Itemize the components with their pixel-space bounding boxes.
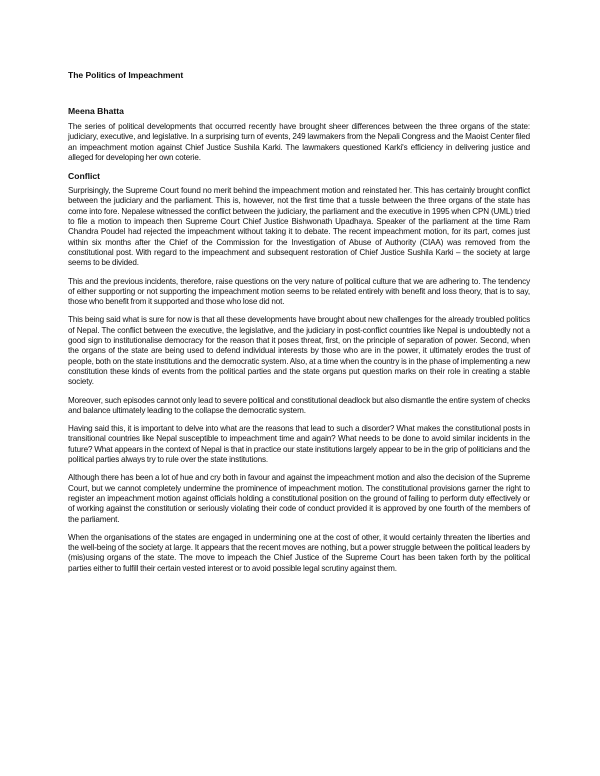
document-page <box>68 70 530 574</box>
body-paragraph: This being said what is sure for now is that all these developments have brought about new challenges for the already troubled politics of Nepal. The conflict between the executive, the legislative, and the judiciary in post-conflict countries like Nepal is undoubtedly not a good sign to institutionalise democracy for the reason that it poses threat, first, on the principle of separation of power. Second, when the organs of the state are being used to defend individual interests by those who are in the power, it ultimately erodes the trust of people, both on the state institutions and the democratic system. Also, at a time when the country is in the phase of implementing a new constitution these kinds of events from the political parties and the state organs put question marks on their role in creating a stable society. <box>68 315 530 387</box>
body-paragraph: Surprisingly, the Supreme Court found no merit behind the impeachment motion and reinstated her. This has certainly brought conflict between the judiciary and the parliament. This is, however, not the first time that a tussle between the three organs of the state has come into fore. Nepalese witnessed the conflict between the judiciary, the parliament and the executive in 1995 when CPN (UML) tried to file a motion to impeach then Supreme Court Chief Justice Bishwonath Upadhaya. Speaker of the parliament at the time Ram Chandra Poudel had rejected the impeachment without taking it to debate. The recent impeachment motion, for its part, comes just within six months after the Chief of the Commission for the Investigation of Abuse of Authority (CIAA) was removed from the constitutional post. With regard to the impeachment and subsequent restoration of Chief Justice Sushila Karki – the society at large seems to be divided. <box>68 186 530 268</box>
body-paragraph: Having said this, it is important to delve into what are the reasons that lead to such a disorder? What makes the constitutional posts in transitional countries like Nepal susceptible to impeachment time and again? What needs to be done to avoid similar incidents in the future? What appears in the context of Nepal is that in practice our state institutions largely appear to be in the grip of politicians and the political parties always try to rule over the state institutions. <box>68 424 530 465</box>
section-heading-conflict: Conflict <box>68 171 100 182</box>
body-paragraph: When the organisations of the states are engaged in undermining one at the cost of other, it would certainly threaten the liberties and the well-being of the society at large. It appears that the recent moves are nothing, but a power struggle between the political leaders by (mis)using organs of the state. The move to impeach the Chief Justice of the Supreme Court has been taken forth by the political parties either to fulfill their certain vested interest or to avoid possible legal scrutiny against them. <box>68 532 530 573</box>
author-name: Meena Bhatta <box>68 106 124 116</box>
body-paragraph: Moreover, such episodes cannot only lead to severe political and constitutional deadlock but also dismantle the entire system of checks and balance ultimately leading to the collapse the democratic system. <box>68 395 530 415</box>
body-paragraph: This and the previous incidents, therefore, raise questions on the very nature of political culture that we are adhering to. The tendency of either supporting or not supporting the impeachment motion seems to be related entirely with benefit and loss theory, that is to say, those who benefit from it supported and those who lose did not. <box>68 276 530 307</box>
intro-paragraph: The series of political developments that occurred recently have brought sheer differences between the three organs of the state: judiciary, executive, and legislative. In a surprising turn of events, 249 lawmakers from the Nepali Congress and the Maoist Center filed an impeachment motion against Chief Justice Sushila Karki. The lawmakers questioned Karki's efficiency in delivering justice and alleged for developing her own coterie. <box>68 122 530 162</box>
body-paragraph: Although there has been a lot of hue and cry both in favour and against the impeachment motion and also the decision of the Supreme Court, but we cannot completely undermine the prominence of impeachment motion. The constitutional provisions garner the right to register an impeachment motion against officials holding a constitutional position on the ground of failing to perform duty effectively or of working against the constitution or seriously violating their code of conduct provided it is approved by one fourth of the members of the parliament. <box>68 473 530 524</box>
document-title: The Politics of Impeachment <box>68 70 184 80</box>
